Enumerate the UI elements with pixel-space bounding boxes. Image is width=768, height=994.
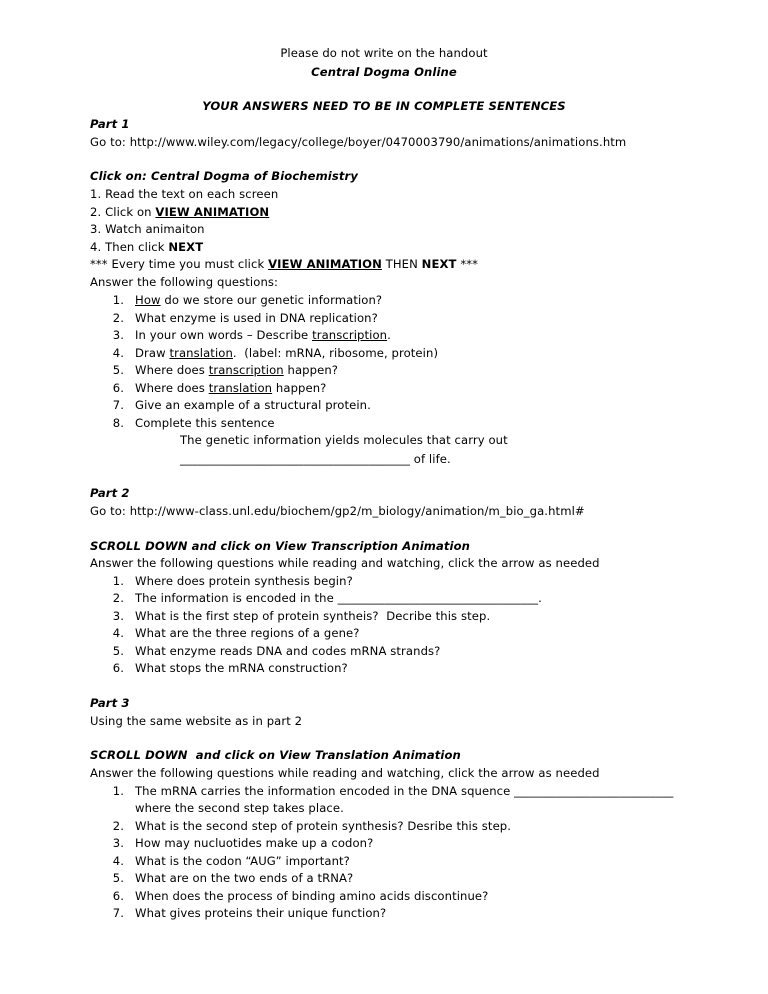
part3-question-3: How may nucluotides make up a codon?: [135, 836, 374, 850]
part3-question-1-line-2: where the second step takes place.: [135, 801, 344, 815]
part1-url-link[interactable]: http://www.wiley.com/legacy/college/boyer/0470003790/animations/animations.htm: [129, 135, 627, 149]
question-number: 3.: [112, 836, 124, 850]
note-text: *** Every time you must click: [90, 257, 269, 271]
part3-question-4: What is the codon “AUG” important?: [135, 854, 350, 868]
question-number: 2.: [112, 591, 124, 605]
question-text: do we store our genetic information?: [160, 293, 383, 307]
question-number: 8.: [112, 416, 124, 430]
part3-question-1-line-1: The mRNA carries the information encoded in the DNA squence ___________________________: [135, 784, 674, 798]
question-number: 3.: [112, 609, 124, 623]
part2-question-4: What are the three regions of a gene?: [135, 626, 360, 640]
step-text: Read the text on each screen: [105, 187, 279, 201]
goto-label: Go to:: [90, 135, 130, 149]
step-4: [90, 240, 203, 254]
step-num: 3.: [90, 222, 102, 236]
part1-question-3: [135, 328, 391, 342]
underlined-term: transcription: [208, 363, 284, 377]
part2-question-2: The information is encoded in the __________________________________.: [135, 591, 542, 605]
question-number: 2.: [112, 311, 124, 325]
underlined-term: translation: [169, 346, 233, 360]
underlined-term: translation: [208, 381, 273, 395]
part2-answer-intro: Answer the following questions while reading and watching, click the arrow as needed: [90, 556, 600, 570]
question-text: happen?: [272, 381, 327, 395]
question-text: In your own words – Describe: [135, 328, 313, 342]
underlined-term: transcription: [312, 328, 388, 342]
question-number: 1.: [112, 574, 124, 588]
next-label: NEXT: [421, 257, 457, 271]
question-number: 4.: [112, 346, 124, 360]
part2-question-1: Where does protein synthesis begin?: [135, 574, 353, 588]
question-number: 7.: [112, 398, 124, 412]
part1-question-2: What enzyme is used in DNA replication?: [135, 311, 378, 325]
next-label: NEXT: [168, 240, 204, 254]
question-number: 4.: [112, 854, 124, 868]
goto-label: Go to:: [90, 504, 130, 518]
step-text: Click on: [105, 205, 156, 219]
view-animation-label: VIEW ANIMATION: [155, 205, 270, 219]
part1-question-4: [135, 346, 438, 360]
part1-question-6: [135, 381, 326, 395]
part1-question-1: [135, 293, 382, 307]
note-text: THEN: [381, 257, 422, 271]
question-number: 4.: [112, 626, 124, 640]
sentence-line-2: _______________________________________ of life.: [180, 452, 451, 466]
handout-note: Please do not write on the handout: [280, 46, 488, 60]
question-number: 6.: [112, 661, 124, 675]
part3-question-5: What are on the two ends of a tRNA?: [135, 871, 354, 885]
step-num: 2.: [90, 205, 102, 219]
part1-question-7: Give an example of a structural protein.: [135, 398, 371, 412]
step-2: [90, 205, 269, 219]
question-text: happen?: [283, 363, 339, 377]
question-text: Where does: [135, 381, 209, 395]
step-3: [90, 222, 205, 236]
part1-heading: Part 1: [90, 117, 130, 131]
part1-click-on: Click on: Central Dogma of Biochemistry: [90, 169, 358, 183]
instruction-heading: YOUR ANSWERS NEED TO BE IN COMPLETE SENTENCES: [202, 99, 566, 113]
part3-heading: Part 3: [90, 696, 130, 710]
page-title: Central Dogma Online: [311, 65, 457, 79]
part3-question-7: What gives proteins their unique function?: [135, 906, 387, 920]
question-number: 2.: [112, 819, 124, 833]
step-num: 4.: [90, 240, 102, 254]
underlined-term: How: [135, 293, 161, 307]
question-number: 6.: [112, 889, 124, 903]
part3-question-6: When does the process of binding amino acids discontinue?: [135, 889, 489, 903]
question-text: Where does: [135, 363, 209, 377]
question-text: Draw: [135, 346, 170, 360]
part1-goto: [90, 135, 626, 149]
part2-question-6: What stops the mRNA construction?: [135, 661, 348, 675]
part2-question-5: What enzyme reads DNA and codes mRNA strands?: [135, 644, 441, 658]
question-number: 1.: [112, 293, 124, 307]
step-1: [90, 187, 278, 201]
part1-answer-intro: Answer the following questions:: [90, 275, 279, 289]
part2-heading: Part 2: [90, 486, 130, 500]
question-number: 5.: [112, 871, 124, 885]
step-text: Watch animaiton: [105, 222, 205, 236]
question-text: .: [387, 328, 391, 342]
part2-url-link[interactable]: http://www-class.unl.edu/biochem/gp2/m_biology/animation/m_bio_ga.html#: [129, 504, 585, 518]
step-text: Then click: [105, 240, 169, 254]
part1-question-8: Complete this sentence: [135, 416, 275, 430]
part3-answer-intro: Answer the following questions while reading and watching, click the arrow as needed: [90, 766, 600, 780]
part1-question-5: [135, 363, 338, 377]
question-text: . (label: mRNA, ribosome, protein): [232, 346, 439, 360]
question-number: 3.: [112, 328, 124, 342]
part3-question-2: What is the second step of protein synthesis? Desribe this step.: [135, 819, 512, 833]
sentence-line-1: The genetic information yields molecules that carry out: [180, 433, 508, 447]
part2-goto: [90, 504, 585, 518]
question-number: 5.: [112, 644, 124, 658]
question-number: 7.: [112, 906, 124, 920]
part3-scroll: SCROLL DOWN and click on View Translation Animation: [90, 748, 461, 762]
note-text: ***: [456, 257, 479, 271]
every-time-note: [90, 257, 478, 271]
part2-question-3: What is the first step of protein syntheis? Decribe this step.: [135, 609, 491, 623]
view-animation-label: VIEW ANIMATION: [268, 257, 382, 271]
part3-intro: Using the same website as in part 2: [90, 714, 303, 728]
step-num: 1.: [90, 187, 102, 201]
question-number: 6.: [112, 381, 124, 395]
part2-scroll: SCROLL DOWN and click on View Transcription Animation: [90, 539, 471, 553]
question-number: 1.: [112, 784, 124, 798]
question-number: 5.: [112, 363, 124, 377]
